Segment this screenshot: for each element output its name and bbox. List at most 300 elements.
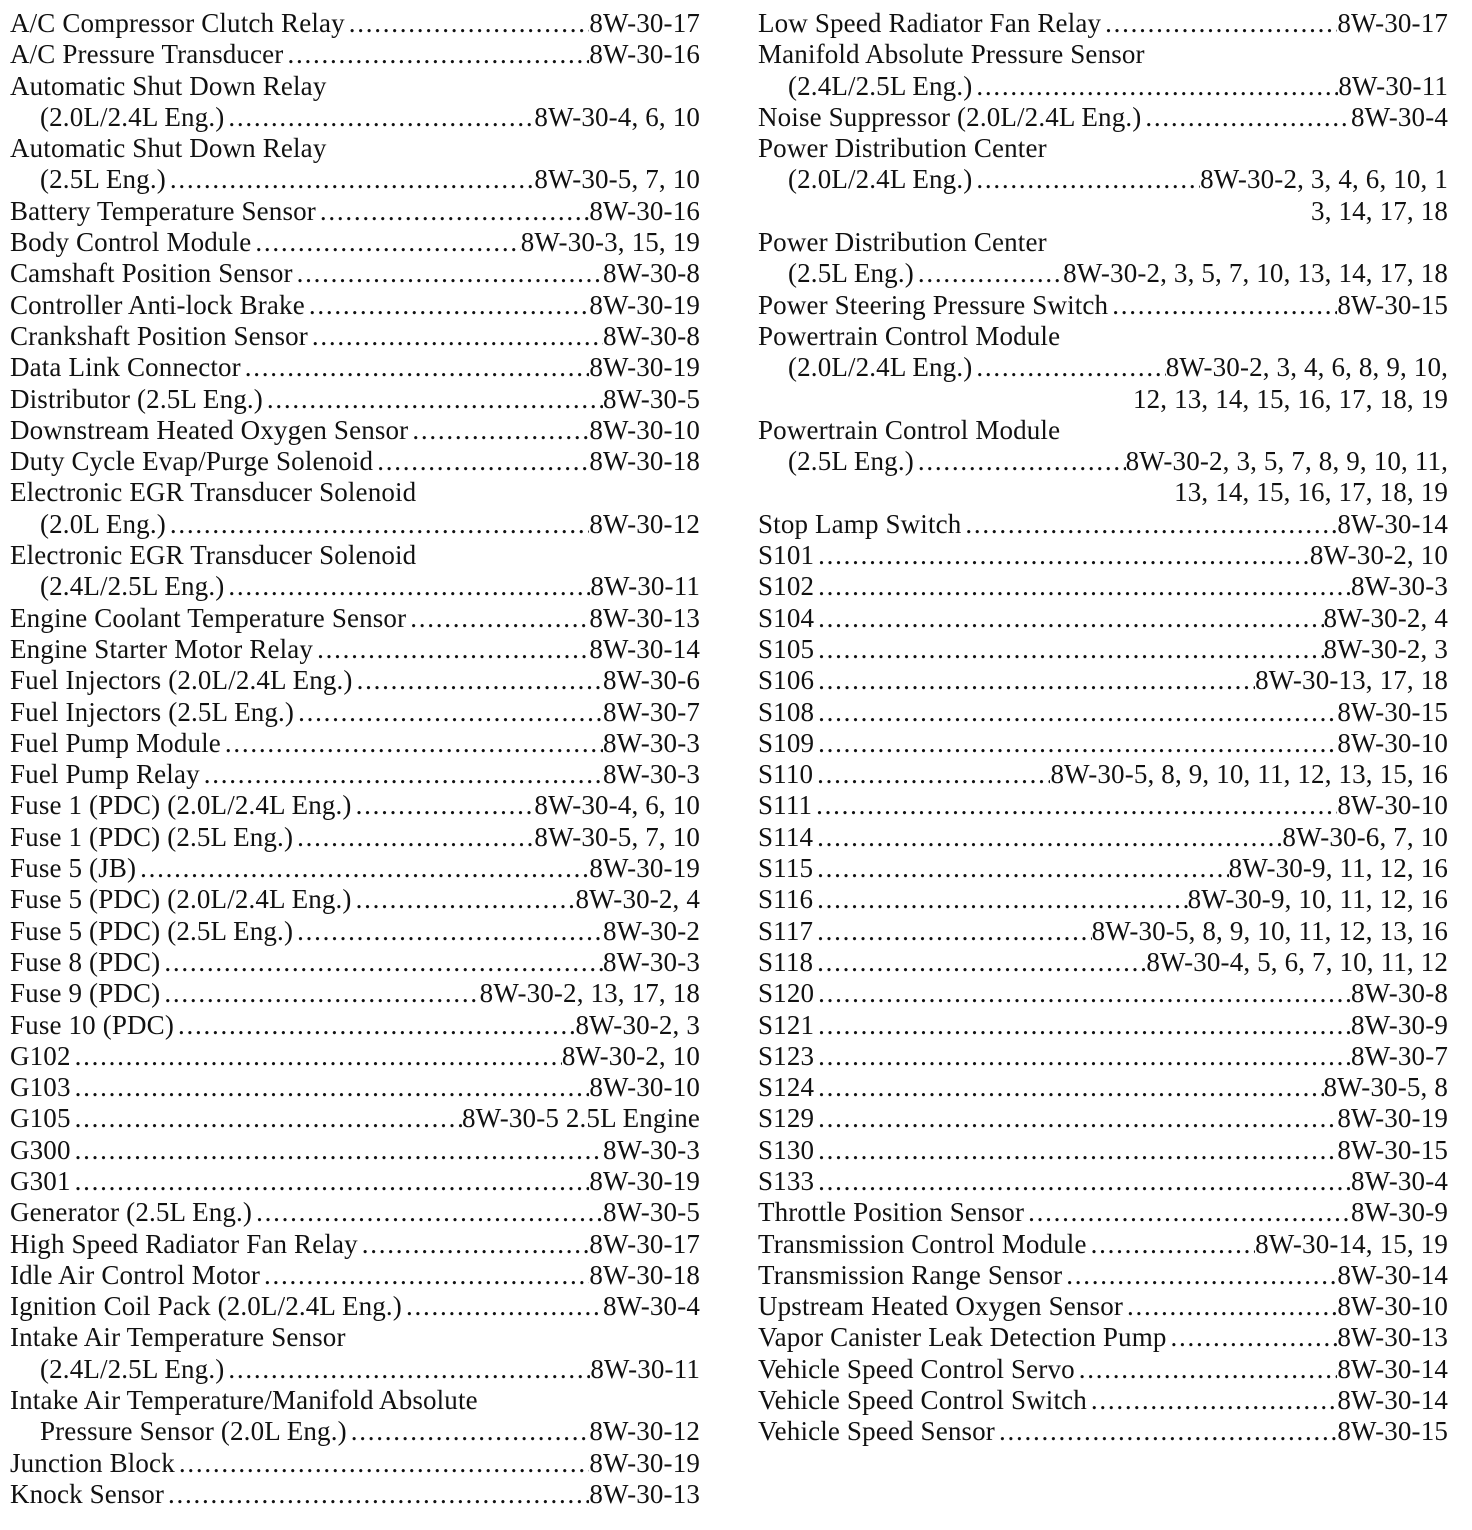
index-entry	[10, 884, 700, 915]
index-entry-line	[758, 1166, 1448, 1197]
index-entry-name: G103	[10, 1072, 71, 1103]
index-entry-name: S117	[758, 915, 814, 946]
index-entry	[10, 1197, 700, 1228]
index-entry-heading	[10, 1322, 700, 1353]
index-entry-page-ref: 8W-30-17	[589, 8, 700, 38]
index-entry	[10, 1072, 700, 1103]
dot-leader	[305, 290, 589, 321]
index-entry-name: Controller Anti-lock Brake	[10, 289, 305, 320]
index-entry-page-ref: 8W-30-4	[1350, 1165, 1448, 1196]
index-entry-name: Fuse 5 (PDC) (2.5L Eng.)	[10, 915, 294, 946]
index-entry	[10, 853, 700, 884]
index-entry	[10, 978, 700, 1009]
index-entry-line	[758, 540, 1448, 571]
index-entry	[10, 352, 700, 383]
index-entry-name: S106	[758, 665, 815, 696]
dot-leader	[252, 1197, 603, 1228]
index-entry-page-ref: 8W-30-9, 10, 11, 12, 16	[1187, 884, 1448, 915]
index-entry-page-ref: 8W-30-19	[589, 352, 700, 383]
dot-leader	[373, 446, 589, 477]
dot-leader	[71, 1041, 562, 1072]
dot-leader	[293, 916, 603, 947]
index-entry-page-ref: 8W-30-6	[602, 665, 700, 696]
index-entry-name: Automatic Shut Down Relay	[10, 70, 327, 101]
index-entry-page-ref: 8W-30-5	[602, 1197, 700, 1228]
index-entry-name: Generator (2.5L Eng.)	[10, 1197, 253, 1228]
index-entry-page-ref: 8W-30-2, 13, 17, 18	[479, 978, 700, 1009]
index-entry-heading	[10, 133, 700, 164]
index-entry-name: A/C Compressor Clutch Relay	[10, 8, 345, 38]
index-entry-page-ref: 8W-30-15	[1337, 1134, 1448, 1165]
index-entry	[758, 39, 1448, 102]
dot-leader	[814, 1041, 1351, 1072]
dot-leader	[1101, 8, 1337, 39]
dot-leader	[408, 415, 589, 446]
index-entry-page-ref: 8W-30-16	[589, 195, 700, 226]
index-entry-page-ref: 8W-30-16	[589, 39, 700, 70]
index-entry-line	[10, 352, 700, 383]
dot-leader	[71, 1135, 603, 1166]
index-entry-page-ref: 8W-30-2, 3, 4, 6, 8, 9, 10,	[1165, 352, 1448, 383]
index-entry-name: Powertrain Control Module	[758, 320, 1061, 351]
index-entry	[10, 1322, 700, 1385]
dot-leader	[294, 697, 603, 728]
index-entry-page-ref: 8W-30-6, 7, 10	[1282, 821, 1448, 852]
index-entry-name: Fuse 1 (PDC) (2.5L Eng.)	[10, 821, 294, 852]
index-entry-line	[10, 415, 700, 446]
index-entry-heading	[758, 321, 1448, 352]
index-entry	[10, 759, 700, 790]
index-entry-page-ref: 8W-30-8	[602, 258, 700, 289]
index-entry-name: Power Distribution Center	[758, 227, 1047, 258]
index-entry-line	[10, 697, 700, 728]
index-entry-page-ref: 8W-30-5, 7, 10	[534, 164, 700, 195]
index-entry	[758, 1322, 1448, 1353]
index-entry-name: Automatic Shut Down Relay	[10, 133, 327, 164]
index-entry-page-ref: 8W-30-2, 3	[575, 1009, 700, 1040]
index-entry-line	[10, 1041, 700, 1072]
index-entry-qualifier: (2.5L Eng.)	[788, 446, 914, 477]
index-entry-page-ref: 8W-30-8	[1350, 978, 1448, 1009]
index-entry-line	[10, 1072, 700, 1103]
index-entry-page-ref: 8W-30-19	[589, 1165, 700, 1196]
dot-leader	[814, 1010, 1351, 1041]
index-entry	[758, 759, 1448, 790]
dot-leader	[961, 509, 1337, 540]
index-entry-page-ref: 8W-30-3	[1350, 571, 1448, 602]
index-entry-page-ref: 8W-30-5, 8, 9, 10, 11, 12, 13, 15, 16	[1050, 759, 1448, 790]
index-entry	[758, 1385, 1448, 1416]
index-entry-name: Manifold Absolute Pressure Sensor	[758, 39, 1145, 70]
index-entry-line	[10, 978, 700, 1009]
dot-leader	[814, 1135, 1337, 1166]
index-entry-page-ref: 8W-30-5, 8	[1323, 1072, 1448, 1103]
index-entry-line	[10, 665, 700, 696]
index-entry	[758, 1103, 1448, 1134]
index-entry-page-ref: 8W-30-14	[589, 633, 700, 664]
dot-leader	[814, 634, 1323, 665]
dot-leader	[166, 509, 589, 540]
index-entry	[10, 634, 700, 665]
dot-leader	[283, 39, 589, 70]
index-entry	[758, 1416, 1448, 1447]
index-entry-heading	[758, 227, 1448, 258]
index-entry-page-ref: 8W-30-14	[1337, 1353, 1448, 1384]
dot-leader	[814, 665, 1255, 696]
index-entry	[10, 540, 700, 603]
index-entry-name: Fuse 8 (PDC)	[10, 946, 161, 977]
index-entry-line	[10, 227, 700, 258]
index-entry-name: G102	[10, 1040, 71, 1071]
index-entry-page-ref: 8W-30-14	[1337, 508, 1448, 539]
dot-leader	[914, 446, 1126, 477]
dot-leader	[972, 71, 1338, 102]
index-entry-name: S110	[758, 759, 814, 790]
dot-leader	[814, 978, 1351, 1009]
index-entry-line	[10, 1448, 700, 1479]
index-entry	[10, 446, 700, 477]
index-entry-qualifier: (2.0L/2.4L Eng.)	[788, 164, 973, 195]
dot-leader	[813, 759, 1050, 790]
dot-leader	[972, 352, 1165, 383]
index-entry	[758, 227, 1448, 290]
index-entry-line	[10, 634, 700, 665]
index-entry-page-ref: 8W-30-14, 15, 19	[1255, 1228, 1448, 1259]
index-entry	[10, 665, 700, 696]
index-entry	[10, 133, 700, 196]
index-entry-subline	[10, 509, 700, 540]
index-entry-page-ref: 8W-30-10	[1337, 790, 1448, 821]
dot-leader	[352, 790, 535, 821]
index-entry-name: Downstream Heated Oxygen Sensor	[10, 414, 409, 445]
dot-leader	[972, 164, 1200, 195]
index-entry	[10, 1260, 700, 1291]
index-entry	[758, 947, 1448, 978]
index-entry-line	[10, 1197, 700, 1228]
index-entry	[10, 1385, 700, 1448]
index-entry-line	[758, 8, 1448, 39]
index-entry-page-ref: 8W-30-10	[589, 1072, 700, 1103]
index-entry	[758, 1260, 1448, 1291]
index-entry-page-ref: 8W-30-11	[590, 571, 700, 602]
index-entry	[758, 1229, 1448, 1260]
index-entry-heading	[10, 1385, 700, 1416]
dot-leader	[814, 540, 1310, 571]
index-entry-line	[10, 1135, 700, 1166]
index-entry-line	[10, 853, 700, 884]
index-entry	[10, 1041, 700, 1072]
dot-leader	[166, 164, 535, 195]
index-entry-name: Stop Lamp Switch	[758, 508, 962, 539]
index-entry-line	[10, 1479, 700, 1510]
index-entry-page-ref: 8W-30-2	[602, 915, 700, 946]
index-entry-page-ref: 8W-30-11	[1338, 70, 1448, 101]
index-entry	[758, 822, 1448, 853]
index-entry-name: S108	[758, 696, 815, 727]
index-entry-name: S102	[758, 571, 815, 602]
index-entry	[10, 603, 700, 634]
index-entry-name: Vapor Canister Leak Detection Pump	[758, 1322, 1167, 1353]
index-entry-name: Power Distribution Center	[758, 133, 1047, 164]
dot-leader	[995, 1416, 1337, 1447]
index-entry	[758, 697, 1448, 728]
index-entry-subline	[758, 164, 1448, 195]
index-entry-name: S120	[758, 978, 815, 1009]
index-entry-heading	[10, 71, 700, 102]
index-entry-line	[758, 509, 1448, 540]
index-entry-name: Powertrain Control Module	[758, 414, 1061, 445]
index-entry	[758, 853, 1448, 884]
index-entry-page-ref: 8W-30-5, 7, 10	[534, 821, 700, 852]
index-entry-page-ref: 8W-30-5 2.5L Engine	[461, 1103, 700, 1134]
index-entry-subline	[10, 102, 700, 133]
index-entry-line	[758, 697, 1448, 728]
index-entry-name: S111	[758, 790, 813, 821]
index-entry-name: S114	[758, 821, 814, 852]
index-entry	[10, 39, 700, 70]
index-entry-heading	[758, 39, 1448, 70]
index-entry-page-ref: 8W-30-2, 3	[1323, 633, 1448, 664]
index-entry-page-ref: 8W-30-19	[589, 289, 700, 320]
index-entry-qualifier: (2.0L/2.4L Eng.)	[788, 352, 973, 383]
index-entry-name: Duty Cycle Evap/Purge Solenoid	[10, 446, 374, 477]
dot-leader	[71, 1072, 590, 1103]
dot-leader	[308, 321, 603, 352]
index-entry-page-ref: 8W-30-2, 3, 5, 7, 8, 9, 10, 11,	[1125, 446, 1448, 477]
index-entry-page-ref: 8W-30-2, 3, 5, 7, 10, 13, 14, 17, 18	[1063, 258, 1448, 289]
dot-leader	[1087, 1229, 1256, 1260]
index-entry-line	[10, 384, 700, 415]
dot-leader	[347, 1416, 590, 1447]
index-entry-subline	[758, 446, 1448, 477]
index-entry-page-ref: 8W-30-2, 10	[1309, 540, 1448, 571]
index-entry-name: Distributor (2.5L Eng.)	[10, 383, 263, 414]
index-entry-line	[10, 759, 700, 790]
dot-leader	[136, 853, 589, 884]
dot-leader	[1108, 290, 1337, 321]
index-entry	[758, 509, 1448, 540]
index-entry-line	[758, 665, 1448, 696]
index-entry-line	[758, 603, 1448, 634]
index-entry-name: Body Control Module	[10, 227, 252, 258]
index-entry	[10, 196, 700, 227]
index-entry-page-ref: 8W-30-7	[1350, 1040, 1448, 1071]
dot-leader	[814, 571, 1351, 602]
index-entry	[10, 1448, 700, 1479]
index-entry	[758, 634, 1448, 665]
dot-leader	[813, 822, 1282, 853]
index-entry-line	[758, 1385, 1448, 1416]
index-entry-page-ref: 8W-30-19	[589, 853, 700, 884]
index-entry	[758, 790, 1448, 821]
index-entry	[10, 1291, 700, 1322]
index-entry-line	[758, 1260, 1448, 1291]
index-entry-line	[758, 916, 1448, 947]
index-entry-page-ref: 8W-30-10	[1337, 727, 1448, 758]
index-entry-name: S124	[758, 1072, 815, 1103]
index-entry-line	[10, 258, 700, 289]
index-entry-line	[758, 822, 1448, 853]
index-entry-qualifier: Pressure Sensor (2.0L Eng.)	[40, 1416, 347, 1447]
index-entry-line	[10, 1010, 700, 1041]
index-entry	[10, 71, 700, 134]
index-entry-name: Junction Block	[10, 1447, 175, 1478]
dot-leader	[251, 227, 520, 258]
index-entry-subline	[10, 1354, 700, 1385]
dot-leader	[71, 1103, 462, 1134]
dot-leader	[358, 1229, 590, 1260]
index-entry-name: Engine Starter Motor Relay	[10, 633, 314, 664]
index-entry	[10, 258, 700, 289]
index-entry-name: S104	[758, 602, 815, 633]
index-entry-line	[758, 102, 1448, 133]
index-entry-page-ref: 8W-30-9, 11, 12, 16	[1228, 853, 1448, 884]
index-entry-line	[10, 790, 700, 821]
dot-leader	[224, 571, 590, 602]
index-entry	[10, 1010, 700, 1041]
index-entry-page-ref: 8W-30-13	[1337, 1322, 1448, 1353]
index-entry	[10, 1229, 700, 1260]
index-entry-page-ref: 8W-30-7	[602, 696, 700, 727]
index-entry	[10, 697, 700, 728]
index-entry-page-ref: 8W-30-3	[602, 727, 700, 758]
dot-leader	[1075, 1354, 1338, 1385]
dot-leader	[353, 665, 603, 696]
index-entry-line	[758, 1103, 1448, 1134]
index-entry-page-ref: 8W-30-19	[1337, 1103, 1448, 1134]
index-entry-name: Transmission Range Sensor	[758, 1259, 1063, 1290]
dot-leader	[160, 947, 603, 978]
index-entry-name: Fuse 1 (PDC) (2.0L/2.4L Eng.)	[10, 790, 352, 821]
dot-leader	[814, 1072, 1323, 1103]
index-entry	[10, 1166, 700, 1197]
index-entry-page-ref: 8W-30-9	[1350, 1009, 1448, 1040]
index-entry-page-ref: 8W-30-4, 5, 6, 7, 10, 11, 12	[1146, 946, 1448, 977]
index-entry-line	[758, 634, 1448, 665]
index-entry-page-ref: 8W-30-4, 6, 10	[534, 790, 700, 821]
dot-leader	[316, 196, 589, 227]
index-entry-name: Fuel Injectors (2.0L/2.4L Eng.)	[10, 665, 353, 696]
index-entry-subline	[10, 571, 700, 602]
dot-leader	[71, 1166, 590, 1197]
dot-leader	[260, 1260, 589, 1291]
index-entry-line	[10, 1166, 700, 1197]
index-entry	[10, 728, 700, 759]
index-entry-page-ref: 8W-30-2, 10	[561, 1040, 700, 1071]
dot-leader	[814, 603, 1323, 634]
index-entry-page-ref: 8W-30-15	[1337, 696, 1448, 727]
index-entry-name: S105	[758, 633, 815, 664]
index-entry-name: Throttle Position Sensor	[758, 1197, 1025, 1228]
dot-leader	[1024, 1197, 1351, 1228]
index-entry-line	[758, 728, 1448, 759]
index-entry-name: S130	[758, 1134, 815, 1165]
index-entry-name: Battery Temperature Sensor	[10, 195, 316, 226]
index-entry-line	[758, 853, 1448, 884]
dot-leader	[814, 697, 1337, 728]
index-entry	[10, 415, 700, 446]
index-entry-qualifier: (2.0L/2.4L Eng.)	[40, 101, 225, 132]
dot-leader	[174, 1010, 576, 1041]
index-entry-page-ref: 8W-30-14	[1337, 1259, 1448, 1290]
index-entry-name: Data Link Connector	[10, 352, 241, 383]
index-entry-name: Intake Air Temperature/Manifold Absolute	[10, 1385, 478, 1416]
dot-leader	[224, 1354, 590, 1385]
index-entry-page-ref-continued: 13, 14, 15, 16, 17, 18, 19	[1174, 477, 1448, 508]
index-entry-subline	[10, 1416, 700, 1447]
dot-leader	[1141, 102, 1351, 133]
index-entry-line	[10, 321, 700, 352]
dot-leader	[406, 603, 589, 634]
index-entry	[10, 822, 700, 853]
dot-leader	[164, 1479, 589, 1510]
index-entry-name: G300	[10, 1134, 71, 1165]
index-entry-subline	[758, 352, 1448, 383]
index-entry-heading	[758, 415, 1448, 446]
index-entry-name: S129	[758, 1103, 815, 1134]
index-entry-line	[10, 1260, 700, 1291]
index-entry-name: S101	[758, 540, 815, 571]
index-entry-name: Intake Air Temperature Sensor	[10, 1322, 346, 1353]
index-entry-line	[758, 1197, 1448, 1228]
index-entry-name: Vehicle Speed Control Servo	[758, 1353, 1075, 1384]
index-entry	[758, 1166, 1448, 1197]
dot-leader	[160, 978, 479, 1009]
index-entry	[758, 8, 1448, 39]
index-entry-page-ref: 8W-30-18	[589, 1259, 700, 1290]
index-entry-page-ref: 8W-30-13	[589, 602, 700, 633]
index-entry-line	[10, 196, 700, 227]
index-entry-line	[10, 8, 700, 39]
index-entry-line	[758, 1322, 1448, 1353]
index-entry	[758, 1135, 1448, 1166]
index-entry-name: S116	[758, 884, 814, 915]
index-entry-name: Camshaft Position Sensor	[10, 258, 293, 289]
dot-leader	[263, 384, 603, 415]
index-column-left	[10, 8, 700, 1510]
index-entry-line	[758, 1291, 1448, 1322]
index-entry-name: Low Speed Radiator Fan Relay	[758, 8, 1102, 38]
dot-leader	[1167, 1322, 1338, 1353]
index-entry-page-ref: 8W-30-2, 3, 4, 6, 10, 1	[1200, 164, 1448, 195]
index-entry-line	[10, 1291, 700, 1322]
index-entry-name: S121	[758, 1009, 815, 1040]
index-entry-page-ref: 8W-30-11	[590, 1353, 700, 1384]
index-entry-name: S133	[758, 1165, 815, 1196]
index-entry	[758, 102, 1448, 133]
index-entry	[10, 477, 700, 540]
index-entry-name: Vehicle Speed Control Switch	[758, 1385, 1087, 1416]
dot-leader	[813, 916, 1091, 947]
index-entry-name: S123	[758, 1040, 815, 1071]
dot-leader	[200, 759, 603, 790]
index-entry-page-ref: 8W-30-10	[589, 414, 700, 445]
index-entry-name: Ignition Coil Pack (2.0L/2.4L Eng.)	[10, 1291, 402, 1322]
index-entry-page-ref: 8W-30-8	[602, 320, 700, 351]
index-entry	[758, 978, 1448, 1009]
index-entry-page-ref: 8W-30-5	[602, 383, 700, 414]
index-entry-page-ref: 8W-30-4	[602, 1291, 700, 1322]
index-entry-line	[10, 916, 700, 947]
dot-leader	[914, 258, 1063, 289]
index-entry-line	[758, 1010, 1448, 1041]
index-entry-page-ref: 8W-30-4, 6, 10	[534, 101, 700, 132]
index-entry-qualifier: (2.4L/2.5L Eng.)	[40, 571, 225, 602]
index-entry-name: Vehicle Speed Sensor	[758, 1416, 995, 1447]
dot-leader	[814, 1103, 1337, 1134]
index-entry	[758, 321, 1448, 415]
index-entry	[10, 384, 700, 415]
